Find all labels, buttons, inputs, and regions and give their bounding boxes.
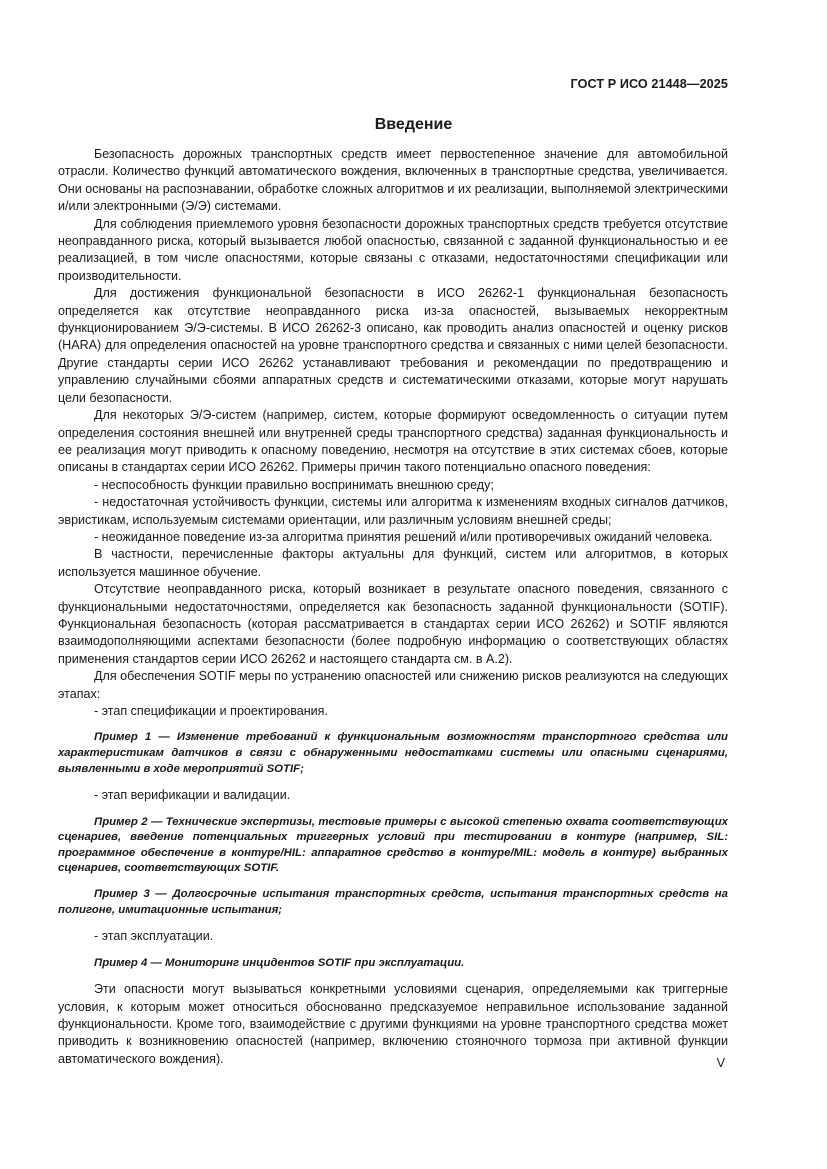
paragraph: Для достижения функциональной безопасности в ИСО 26262-1 функциональная безопасность определяется как отсутствие неоправданного риска из-за опасностей, вызываемых некорректным функционированием Э/Э-системы. В ИСО 26262-3 описано, как проводить анализ опасностей и оценку рисков (HARA) для определения опасностей на уровне транспортного средства и связанных с ними целей безопасности. Другие стандарты серии ИСО 26262 устанавливают требования и рекомендации по предотвращению и управлению случайными сбоями аппаратных средств и систематическими отказами, которые могут нарушать цели безопасности.	[58, 286, 728, 405]
list-item: - недостаточная устойчивость функции, системы или алгоритма к изменениям входных сигналов датчиков, эвристикам, используемым системами ориентации, или различным условиям внешней среды;	[58, 495, 728, 527]
page-number: V	[716, 1056, 725, 1070]
list-item: - этап эксплуатации.	[94, 929, 214, 944]
example-note: Пример 1 — Изменение требований к функциональным возможностям транспортного средства или характеристикам датчиков в связи с обнаруженными недостатками системы или опасными сценариями, выявленными в ходе мероприятий SOTIF;	[58, 731, 728, 775]
example-note: Пример 3 — Долгосрочные испытания транспортных средств, испытания транспортных средств на полигоне, имитационные испытания;	[58, 887, 728, 916]
paragraph: Безопасность дорожных транспортных средств имеет первостепенное значение для автомобильной отрасли. Количество функций автоматического вождения, включенных в транспортные средства, увеличивается. Они основаны на распознавании, обработке сложных алгоритмов и их реализации, выполняемой электрическими и/или электронными (Э/Э) системами.	[58, 147, 728, 214]
list-item: - этап спецификации и проектирования.	[94, 704, 328, 718]
paragraph: Эти опасности могут вызываться конкретными условиями сценария, определяемыми как триггерные условия, к которым может относиться обоснованно предсказуемое неправильное использование заданной функциональности. Кроме того, взаимодействие с другими функциями на уровне транспортного средства может приводить к возникновению опасностей (например, включению стояночного тормоза при активной функции автоматического вождения).	[58, 982, 728, 1066]
example-note: Пример 2 — Технические экспертизы, тестовые примеры с высокой степенью охвата соответствующих сценариев, введение потенциальных триггерных условий при тестировании в контуре (например, SIL: программное обеспечение в контуре/HIL: аппаратное средство в контуре/MIL: модель в контуре) выбранных сценариев, соответствующих SOTIF.	[58, 815, 728, 875]
paragraph: Отсутствие неоправданного риска, который возникает в результате опасного поведения, связанного с функциональными недостаточностями, определяется как безопасность заданной функциональности (SOTIF). Функциональная безопасность (которая рассматривается в стандартах серии ИСО 26262) и SOTIF являются взаимодополняющими аспектами безопасности (более подробную информацию о соответствующих областях применения стандартов серии ИСО 26262 и настоящего стандарта см. в А.2).	[58, 582, 728, 666]
section-title: Введение	[374, 116, 453, 133]
document-header: ГОСТ Р ИСО 21448—2025	[570, 77, 728, 91]
paragraph: Для соблюдения приемлемого уровня безопасности дорожных транспортных средств требуется отсутствие неоправданного риска, который вызывается любой опасностью, связанной с заданной функциональностью и ее реализацией, в том числе опасностями, которые связаны с отказами, недостаточностями спецификации или производительности.	[58, 216, 728, 283]
paragraph: В частности, перечисленные факторы актуальны для функций, систем или алгоритмов, в которых используется машинное обучение.	[58, 547, 728, 579]
paragraph: Для некоторых Э/Э-систем (например, систем, которые формируют осведомленность о ситуации путем определения состояния внешней или внутренней среды транспортного средства) заданная функциональность и ее реализация могут приводить к опасному поведению, несмотря на отсутствие в этих системах сбоев, которые описаны в стандартах серии ИСО 26262. Примеры причин такого потенциально опасного поведения:	[58, 408, 728, 475]
list-item: - неожиданное поведение из-за алгоритма принятия решений и/или противоречивых ожиданий человека.	[94, 529, 713, 544]
paragraph: Для обеспечения SOTIF меры по устранению опасностей или снижению рисков реализуются на следующих этапах:	[58, 669, 728, 701]
list-item: - неспособность функции правильно воспринимать внешнюю среду;	[94, 477, 494, 492]
list-item: - этап верификации и валидации.	[94, 788, 291, 803]
example-note: Пример 4 — Мониторинг инцидентов SOTIF при эксплуатации.	[94, 956, 465, 969]
document-body	[58, 146, 728, 1068]
